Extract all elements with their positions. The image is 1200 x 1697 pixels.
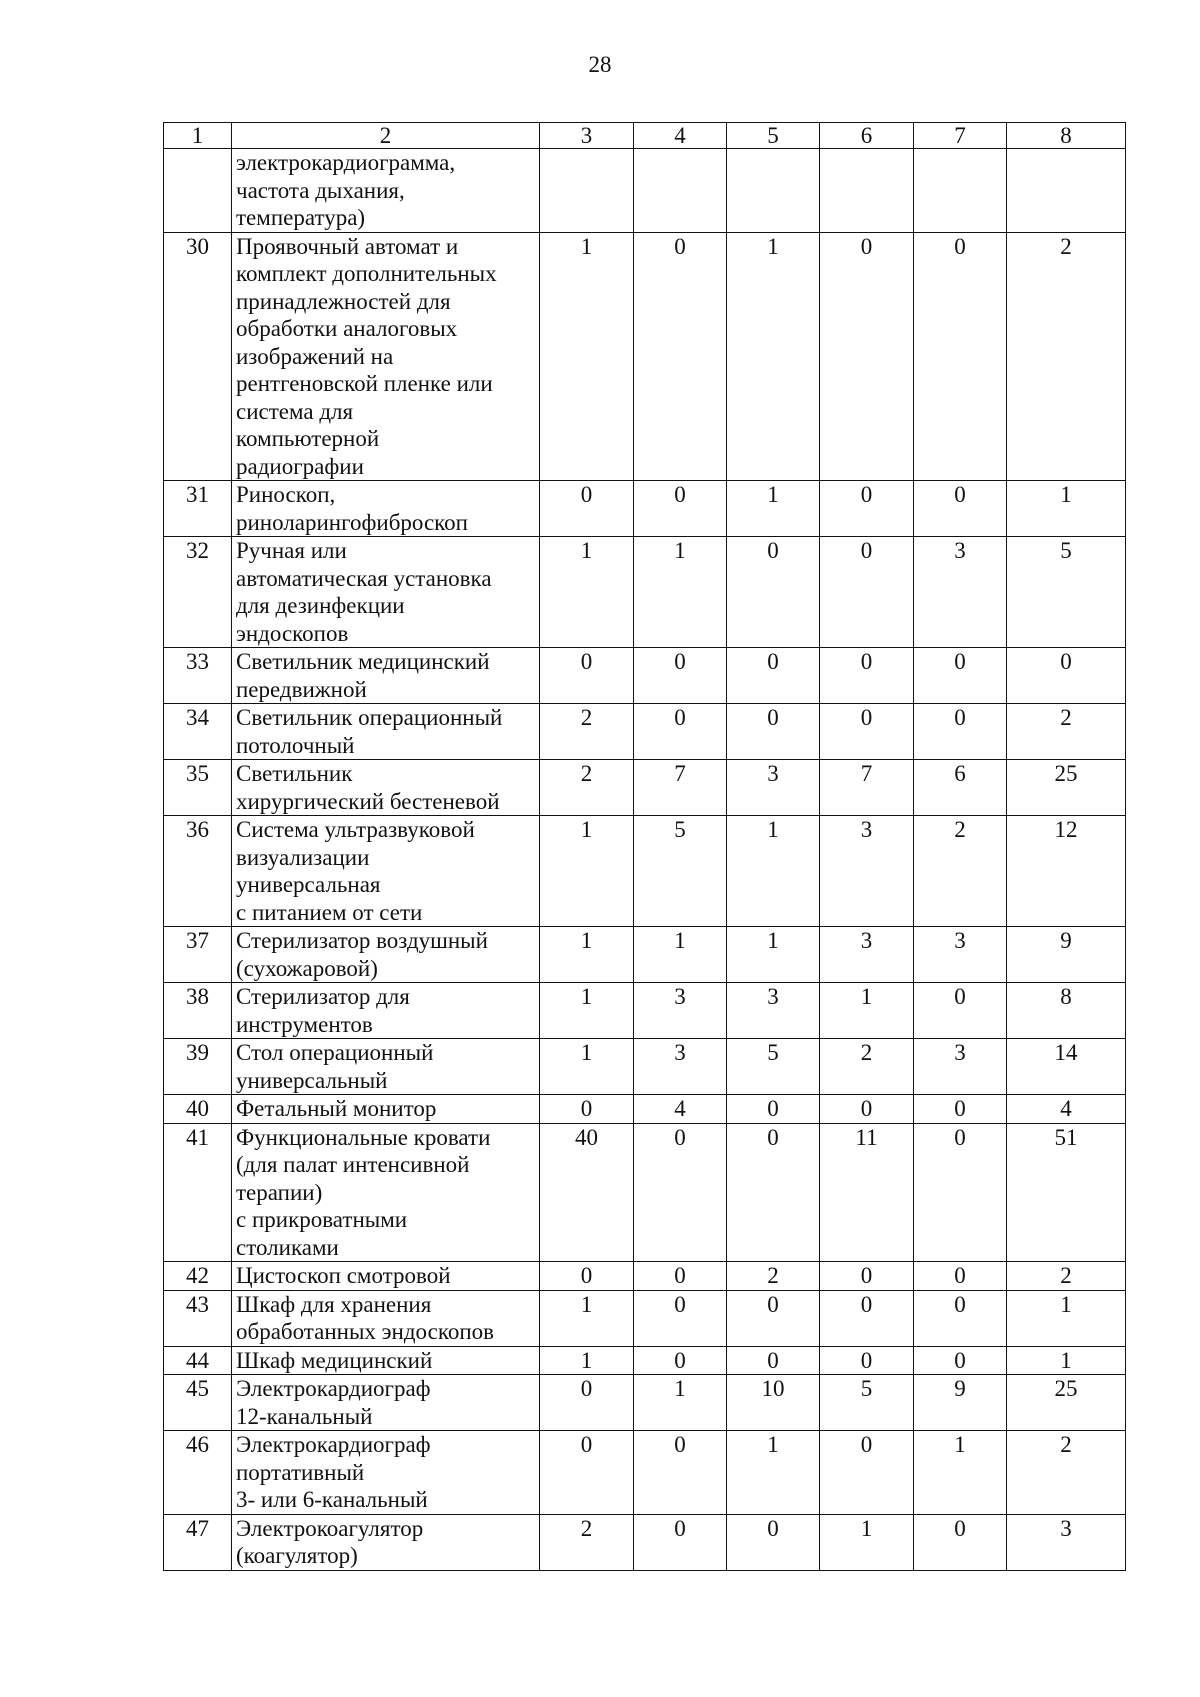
header-row <box>164 123 1126 149</box>
header-cell: 1 <box>164 123 232 149</box>
value-cell-col7: 2 <box>914 816 1007 927</box>
value-cell-col3 <box>540 149 634 233</box>
equipment-name: Шкаф медицинский <box>232 1346 540 1375</box>
value-cell-col4: 1 <box>634 1375 727 1431</box>
value-cell-col5: 3 <box>727 760 820 816</box>
value-cell-col4: 0 <box>634 232 727 481</box>
value-cell-col4: 0 <box>634 1431 727 1515</box>
value-cell-col3: 0 <box>540 1375 634 1431</box>
value-cell-col7: 0 <box>914 1514 1007 1570</box>
value-cell-col4: 1 <box>634 927 727 983</box>
value-cell-col5: 1 <box>727 232 820 481</box>
value-cell-col4 <box>634 149 727 233</box>
value-cell-col8: 5 <box>1007 537 1126 648</box>
row-number: 32 <box>164 537 232 648</box>
value-cell-col5 <box>727 149 820 233</box>
value-cell-col5: 0 <box>727 1095 820 1124</box>
value-cell-col8: 25 <box>1007 760 1126 816</box>
value-cell-col5: 0 <box>727 1123 820 1262</box>
value-cell-col7: 3 <box>914 537 1007 648</box>
value-cell-col6: 0 <box>820 1346 914 1375</box>
value-cell-col3: 2 <box>540 704 634 760</box>
value-cell-col6: 1 <box>820 1514 914 1570</box>
value-cell-col6 <box>820 149 914 233</box>
value-cell-col5: 0 <box>727 704 820 760</box>
table-row <box>164 816 1126 927</box>
row-number: 34 <box>164 704 232 760</box>
value-cell-col5: 0 <box>727 537 820 648</box>
value-cell-col7: 0 <box>914 1290 1007 1346</box>
value-cell-col5: 0 <box>727 1346 820 1375</box>
value-cell-col7: 3 <box>914 927 1007 983</box>
row-number: 30 <box>164 232 232 481</box>
value-cell-col5: 10 <box>727 1375 820 1431</box>
row-number: 41 <box>164 1123 232 1262</box>
row-number: 38 <box>164 983 232 1039</box>
header-cell: 7 <box>914 123 1007 149</box>
value-cell-col3: 1 <box>540 1039 634 1095</box>
value-cell-col3: 0 <box>540 1095 634 1124</box>
header-cell: 8 <box>1007 123 1126 149</box>
row-number: 31 <box>164 481 232 537</box>
value-cell-col6: 11 <box>820 1123 914 1262</box>
value-cell-col6: 0 <box>820 1431 914 1515</box>
value-cell-col7: 0 <box>914 1262 1007 1291</box>
value-cell-col3: 0 <box>540 1431 634 1515</box>
table-row <box>164 983 1126 1039</box>
row-number: 42 <box>164 1262 232 1291</box>
value-cell-col3: 1 <box>540 232 634 481</box>
value-cell-col6: 0 <box>820 537 914 648</box>
table-row <box>164 927 1126 983</box>
value-cell-col6: 2 <box>820 1039 914 1095</box>
table-row <box>164 149 1126 233</box>
value-cell-col8: 2 <box>1007 704 1126 760</box>
row-number: 37 <box>164 927 232 983</box>
value-cell-col7: 1 <box>914 1431 1007 1515</box>
value-cell-col4: 0 <box>634 1262 727 1291</box>
value-cell-col5: 0 <box>727 1290 820 1346</box>
value-cell-col3: 2 <box>540 760 634 816</box>
value-cell-col8: 1 <box>1007 1346 1126 1375</box>
equipment-name: Система ультразвуковой визуализации универсальная с питанием от сети <box>232 816 540 927</box>
equipment-name: Цистоскоп смотровой <box>232 1262 540 1291</box>
header-cell: 2 <box>232 123 540 149</box>
value-cell-col7: 0 <box>914 1095 1007 1124</box>
row-number: 47 <box>164 1514 232 1570</box>
value-cell-col4: 0 <box>634 481 727 537</box>
equipment-name: Стерилизатор для инструментов <box>232 983 540 1039</box>
value-cell-col8: 2 <box>1007 1431 1126 1515</box>
equipment-name: Стерилизатор воздушный (сухожаровой) <box>232 927 540 983</box>
value-cell-col4: 4 <box>634 1095 727 1124</box>
value-cell-col3: 1 <box>540 983 634 1039</box>
value-cell-col6: 0 <box>820 232 914 481</box>
row-number: 40 <box>164 1095 232 1124</box>
value-cell-col3: 1 <box>540 1346 634 1375</box>
value-cell-col8: 25 <box>1007 1375 1126 1431</box>
value-cell-col8: 3 <box>1007 1514 1126 1570</box>
equipment-name: Электрокардиограф 12-канальный <box>232 1375 540 1431</box>
value-cell-col3: 40 <box>540 1123 634 1262</box>
value-cell-col5: 1 <box>727 816 820 927</box>
row-number: 39 <box>164 1039 232 1095</box>
value-cell-col6: 0 <box>820 1095 914 1124</box>
value-cell-col4: 7 <box>634 760 727 816</box>
value-cell-col8: 2 <box>1007 232 1126 481</box>
equipment-name: Светильник хирургический бестеневой <box>232 760 540 816</box>
header-cell: 4 <box>634 123 727 149</box>
value-cell-col4: 5 <box>634 816 727 927</box>
equipment-name: Ручная или автоматическая установка для дезинфекции эндоскопов <box>232 537 540 648</box>
value-cell-col8: 1 <box>1007 481 1126 537</box>
value-cell-col6: 3 <box>820 927 914 983</box>
table-row <box>164 1095 1126 1124</box>
value-cell-col4: 0 <box>634 1346 727 1375</box>
row-number: 43 <box>164 1290 232 1346</box>
value-cell-col6: 0 <box>820 481 914 537</box>
page-number: 28 <box>588 52 612 77</box>
value-cell-col8 <box>1007 149 1126 233</box>
value-cell-col3: 0 <box>540 1262 634 1291</box>
value-cell-col6: 0 <box>820 1290 914 1346</box>
table-row <box>164 232 1126 481</box>
table-row <box>164 1039 1126 1095</box>
value-cell-col7: 0 <box>914 1123 1007 1262</box>
value-cell-col8: 9 <box>1007 927 1126 983</box>
value-cell-col3: 1 <box>540 816 634 927</box>
table-row <box>164 760 1126 816</box>
value-cell-col3: 0 <box>540 648 634 704</box>
value-cell-col8: 14 <box>1007 1039 1126 1095</box>
value-cell-col5: 0 <box>727 648 820 704</box>
value-cell-col8: 1 <box>1007 1290 1126 1346</box>
equipment-table <box>163 122 1126 1571</box>
row-number: 45 <box>164 1375 232 1431</box>
value-cell-col8: 0 <box>1007 648 1126 704</box>
value-cell-col5: 2 <box>727 1262 820 1291</box>
table-row <box>164 481 1126 537</box>
row-number: 33 <box>164 648 232 704</box>
value-cell-col3: 1 <box>540 1290 634 1346</box>
value-cell-col8: 51 <box>1007 1123 1126 1262</box>
row-number: 36 <box>164 816 232 927</box>
value-cell-col4: 0 <box>634 1123 727 1262</box>
value-cell-col6: 7 <box>820 760 914 816</box>
value-cell-col6: 0 <box>820 648 914 704</box>
row-number: 46 <box>164 1431 232 1515</box>
value-cell-col4: 0 <box>634 704 727 760</box>
row-number <box>164 149 232 233</box>
row-number: 44 <box>164 1346 232 1375</box>
table-row <box>164 1290 1126 1346</box>
equipment-name: электрокардиограмма, частота дыхания, температура) <box>232 149 540 233</box>
equipment-name: Стол операционный универсальный <box>232 1039 540 1095</box>
value-cell-col6: 0 <box>820 704 914 760</box>
equipment-name: Светильник медицинский передвижной <box>232 648 540 704</box>
value-cell-col6: 1 <box>820 983 914 1039</box>
value-cell-col7: 6 <box>914 760 1007 816</box>
equipment-name: Проявочный автомат и комплект дополнительных принадлежностей для обработки аналоговых изображений на рентгеновской пленке или система для компьютерной радиографии <box>232 232 540 481</box>
value-cell-col4: 3 <box>634 1039 727 1095</box>
table-row <box>164 1431 1126 1515</box>
value-cell-col5: 5 <box>727 1039 820 1095</box>
value-cell-col5: 0 <box>727 1514 820 1570</box>
equipment-name: Функциональные кровати (для палат интенсивной терапии) с прикроватными столиками <box>232 1123 540 1262</box>
value-cell-col4: 3 <box>634 983 727 1039</box>
value-cell-col7: 9 <box>914 1375 1007 1431</box>
value-cell-col5: 3 <box>727 983 820 1039</box>
value-cell-col7: 0 <box>914 704 1007 760</box>
equipment-name: Электрокардиограф портативный 3- или 6-канальный <box>232 1431 540 1515</box>
value-cell-col6: 0 <box>820 1262 914 1291</box>
value-cell-col6: 5 <box>820 1375 914 1431</box>
value-cell-col8: 12 <box>1007 816 1126 927</box>
value-cell-col5: 1 <box>727 481 820 537</box>
value-cell-col5: 1 <box>727 1431 820 1515</box>
table-row <box>164 1123 1126 1262</box>
value-cell-col3: 1 <box>540 927 634 983</box>
value-cell-col7: 0 <box>914 983 1007 1039</box>
value-cell-col8: 2 <box>1007 1262 1126 1291</box>
table-row <box>164 1346 1126 1375</box>
value-cell-col8: 4 <box>1007 1095 1126 1124</box>
equipment-name: Фетальный монитор <box>232 1095 540 1124</box>
value-cell-col4: 0 <box>634 1290 727 1346</box>
table-row <box>164 648 1126 704</box>
value-cell-col7: 0 <box>914 1346 1007 1375</box>
equipment-name: Риноскоп, риноларингофиброскоп <box>232 481 540 537</box>
value-cell-col7: 3 <box>914 1039 1007 1095</box>
table-row <box>164 1262 1126 1291</box>
equipment-name: Светильник операционный потолочный <box>232 704 540 760</box>
value-cell-col3: 0 <box>540 481 634 537</box>
header-cell: 5 <box>727 123 820 149</box>
value-cell-col4: 0 <box>634 1514 727 1570</box>
value-cell-col7: 0 <box>914 481 1007 537</box>
value-cell-col4: 0 <box>634 648 727 704</box>
equipment-name: Электрокоагулятор (коагулятор) <box>232 1514 540 1570</box>
header-cell: 6 <box>820 123 914 149</box>
value-cell-col7: 0 <box>914 648 1007 704</box>
value-cell-col3: 1 <box>540 537 634 648</box>
value-cell-col4: 1 <box>634 537 727 648</box>
table-row <box>164 704 1126 760</box>
value-cell-col6: 3 <box>820 816 914 927</box>
value-cell-col8: 8 <box>1007 983 1126 1039</box>
value-cell-col7: 0 <box>914 232 1007 481</box>
equipment-name: Шкаф для хранения обработанных эндоскопов <box>232 1290 540 1346</box>
value-cell-col5: 1 <box>727 927 820 983</box>
table-row <box>164 1514 1126 1570</box>
header-cell: 3 <box>540 123 634 149</box>
value-cell-col3: 2 <box>540 1514 634 1570</box>
table-row <box>164 1375 1126 1431</box>
table-row <box>164 537 1126 648</box>
value-cell-col7 <box>914 149 1007 233</box>
row-number: 35 <box>164 760 232 816</box>
